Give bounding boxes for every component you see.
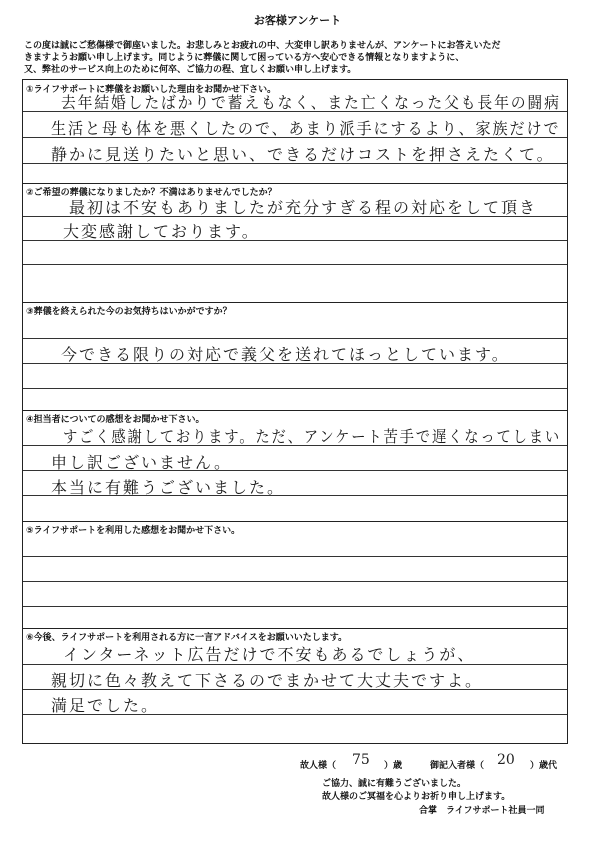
- answer-line: [23, 556, 567, 557]
- question-section-4: [23, 410, 567, 521]
- answer-line: [23, 388, 567, 389]
- question-title: ①ライフサポートに葬儀をお願いした理由をお聞かせ下さい。: [26, 85, 277, 95]
- deceased-age-value: 75: [352, 752, 370, 768]
- intro-text: [24, 40, 572, 76]
- thanks-message: ご協力、誠に有難うございました。: [322, 779, 467, 789]
- page-title: お客様アンケート: [253, 14, 342, 27]
- survey-form: [22, 79, 568, 744]
- answer-line: [23, 264, 567, 265]
- handwritten-answer: 今できる限りの対応で義父を送れてほっとしています。: [61, 345, 510, 364]
- answer-line: [23, 606, 567, 607]
- respondent-age-value: 20: [497, 752, 515, 768]
- question-title: ⑥今後、ライフサポートを利用される方に一言アドバイスをお願いいたします。: [26, 633, 348, 643]
- intro-line: きますようお願い申し上げます。同じように葬儀に関して困っている方へ安心できる情報となりますように、: [24, 53, 465, 63]
- question-section-5: [23, 521, 567, 628]
- deceased-age-label: 故人様（: [300, 761, 337, 771]
- handwritten-answer: インターネット広告だけで不安もあるでしょうが、: [63, 645, 476, 664]
- handwritten-answer: 大変感謝しております。: [63, 222, 260, 241]
- handwritten-answer: 最初は不安もありましたが充分すぎる程の対応をして頂き: [69, 198, 538, 217]
- handwritten-answer: 本当に有難うございました。: [51, 478, 286, 497]
- intro-line: この度は誠にご愁傷様で御座いました。お悲しみとお疲れの中、大変申し訳ありませんが、アンケートにお答えいただ: [24, 41, 501, 51]
- question-section-3: [23, 302, 567, 410]
- question-title: ②ご希望の葬儀になりましたか？不満はありませんでしたか？: [26, 188, 277, 198]
- question-section-1: [23, 80, 567, 183]
- condolence-message: 故人様のご冥福を心よりお祈り申し上げます。: [322, 792, 511, 802]
- deceased-age-unit: ）歳: [384, 761, 403, 771]
- handwritten-answer: 去年結婚したばかりで蓄えもなく、また亡くなった父も長年の闘病: [61, 93, 561, 112]
- question-section-6: [23, 628, 567, 745]
- respondent-age-label: 御記入者様（: [430, 761, 485, 771]
- answer-line: [23, 338, 567, 339]
- handwritten-answer: 静かに見送りたいと思い、できるだけコストを押さえたくて。: [51, 145, 555, 164]
- signature: 合掌 ライフサポート社員一同: [419, 806, 545, 816]
- handwritten-answer: 申し訳ございません。: [51, 453, 232, 472]
- question-title: ④担当者についての感想をお聞かせ下さい。: [26, 415, 205, 425]
- handwritten-answer: 親切に色々教えて下さるのでまかせて大丈夫ですよ。: [51, 671, 484, 690]
- handwritten-answer: 生活と母も体を悪くしたので、あまり派手にするより、家族だけで: [51, 119, 561, 138]
- question-section-2: [23, 183, 567, 302]
- question-title: ③葬儀を終えられた今のお気持ちはいかがですか？: [26, 307, 232, 317]
- respondent-age-unit: ）歳代: [530, 761, 558, 771]
- handwritten-answer: 満足でした。: [51, 696, 160, 715]
- answer-line: [23, 581, 567, 582]
- question-title: ⑤ライフサポートを利用した感想をお聞かせ下さい。: [26, 526, 241, 536]
- handwritten-answer: すごく感謝しております。ただ、アンケート苦手で遅くなってしまい: [63, 427, 561, 446]
- intro-line: 又、弊社のサービス向上のために何卒、ご協力の程、宜しくお願い申し上げます。: [24, 65, 357, 75]
